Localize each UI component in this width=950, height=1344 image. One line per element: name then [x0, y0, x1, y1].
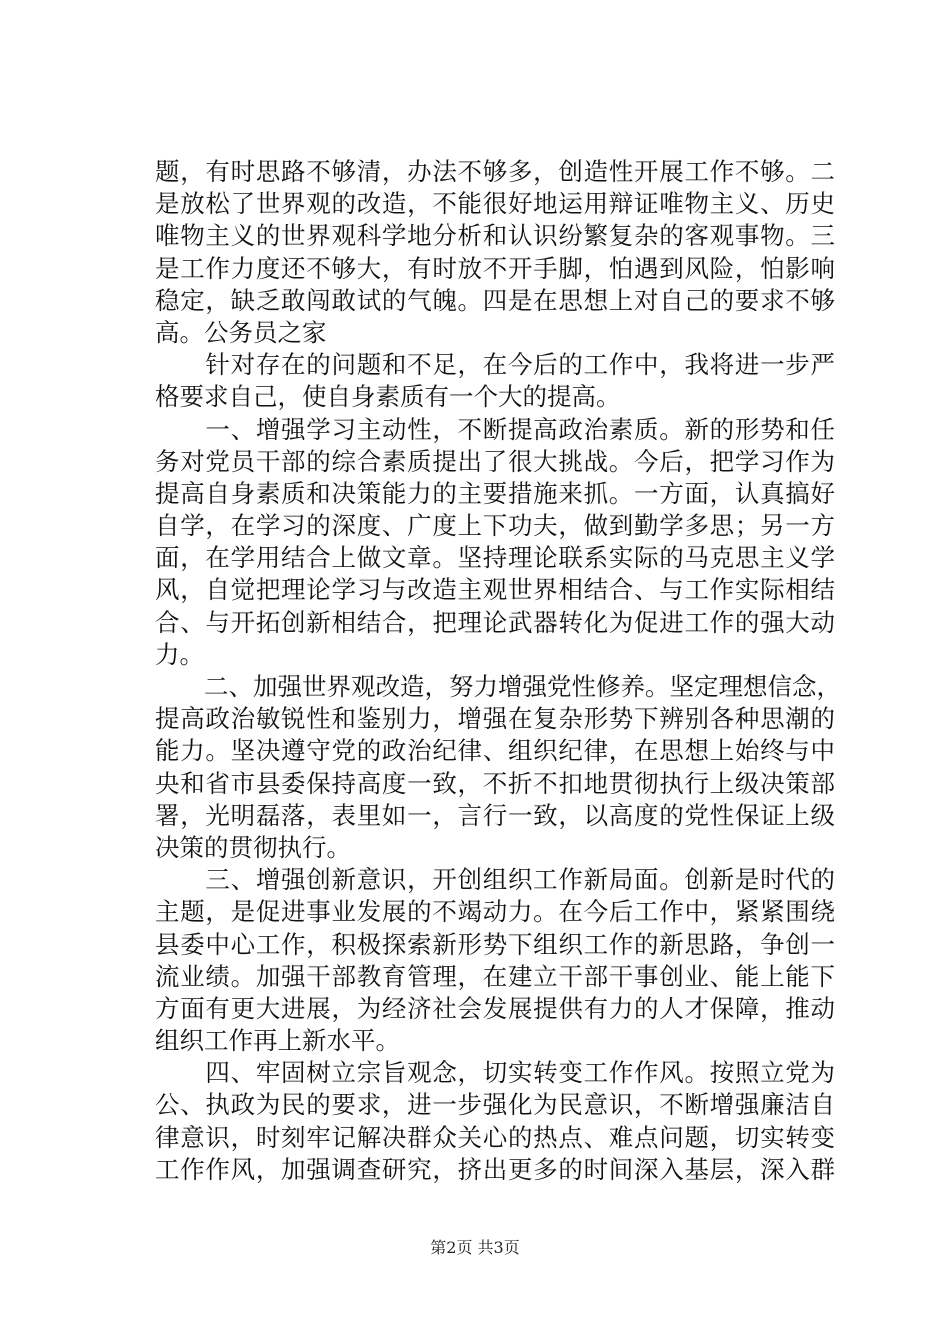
document-body [155, 156, 841, 1186]
text-line: 县委中心工作，积极探索新形势下组织工作的新思路，争创一 [155, 929, 835, 959]
text-line: 方面有更大进展，为经济社会发展提供有力的人才保障，推动 [155, 993, 835, 1023]
text-line: 是工作力度还不够大，有时放不开手脚，怕遇到风险，怕影响 [155, 253, 835, 283]
text-line: 提高自身素质和决策能力的主要措施来抓。一方面，认真搞好 [155, 478, 835, 508]
text-line: 组织工作再上新水平。 [155, 1026, 400, 1056]
text-line: 题，有时思路不够清，办法不够多，创造性开展工作不够。二 [155, 157, 835, 186]
page-footer: 第2页 共3页 [430, 1238, 520, 1257]
text-line: 唯物主义的世界观科学地分析和认识纷繁复杂的客观事物。三 [155, 221, 835, 251]
text-line: 流业绩。加强干部教育管理，在建立干部干事创业、能上能下 [155, 961, 835, 991]
text-line: 四、牢固树立宗旨观念，切实转变工作作风。按照立党为 [155, 1058, 835, 1088]
text-line: 是放松了世界观的改造，不能很好地运用辩证唯物主义、历史 [155, 189, 835, 219]
text-line: 自学，在学习的深度、广度上下功夫，做到勤学多思；另一方 [155, 511, 835, 541]
text-line: 格要求自己，使自身素质有一个大的提高。 [155, 382, 621, 412]
text-line: 三、增强创新意识，开创组织工作新局面。创新是时代的 [155, 865, 835, 895]
text-line: 二、加强世界观改造，努力增强党性修养。坚定理想信念， [155, 672, 841, 701]
text-line: 高。公务员之家 [155, 317, 327, 347]
text-line: 能力。坚决遵守党的政治纪律、组织纪律，在思想上始终与中 [155, 736, 835, 766]
text-line: 主题，是促进事业发展的不竭动力。在今后工作中，紧紧围绕 [155, 897, 835, 927]
text-line: 律意识，时刻牢记解决群众关心的热点、难点问题，切实转变 [155, 1122, 835, 1152]
text-line: 面，在学用结合上做文章。坚持理论联系实际的马克思主义学 [155, 543, 835, 573]
text-line: 署，光明磊落，表里如一，言行一致，以高度的党性保证上级 [155, 800, 835, 830]
text-line: 决策的贯彻执行。 [155, 832, 351, 862]
text-line: 稳定，缺乏敢闯敢试的气魄。四是在思想上对自己的要求不够 [155, 285, 835, 315]
text-line: 风，自觉把理论学习与改造主观世界相结合、与工作实际相结 [155, 575, 835, 605]
text-line: 针对存在的问题和不足，在今后的工作中，我将进一步严 [155, 350, 835, 380]
text-line: 力。 [155, 639, 204, 669]
text-line: 一、增强学习主动性，不断提高政治素质。新的形势和任 [155, 414, 835, 444]
text-line: 提高政治敏锐性和鉴别力，增强在复杂形势下辨别各种思潮的 [155, 704, 835, 734]
text-line: 合、与开拓创新相结合，把理论武器转化为促进工作的强大动 [155, 607, 835, 637]
text-line: 工作作风，加强调查研究，挤出更多的时间深入基层，深入群 [155, 1154, 835, 1184]
text-line: 公、执政为民的要求，进一步强化为民意识，不断增强廉洁自 [155, 1090, 835, 1120]
text-line: 央和省市县委保持高度一致，不折不扣地贯彻执行上级决策部 [155, 768, 835, 798]
text-line: 务对党员干部的综合素质提出了很大挑战。今后，把学习作为 [155, 446, 835, 476]
